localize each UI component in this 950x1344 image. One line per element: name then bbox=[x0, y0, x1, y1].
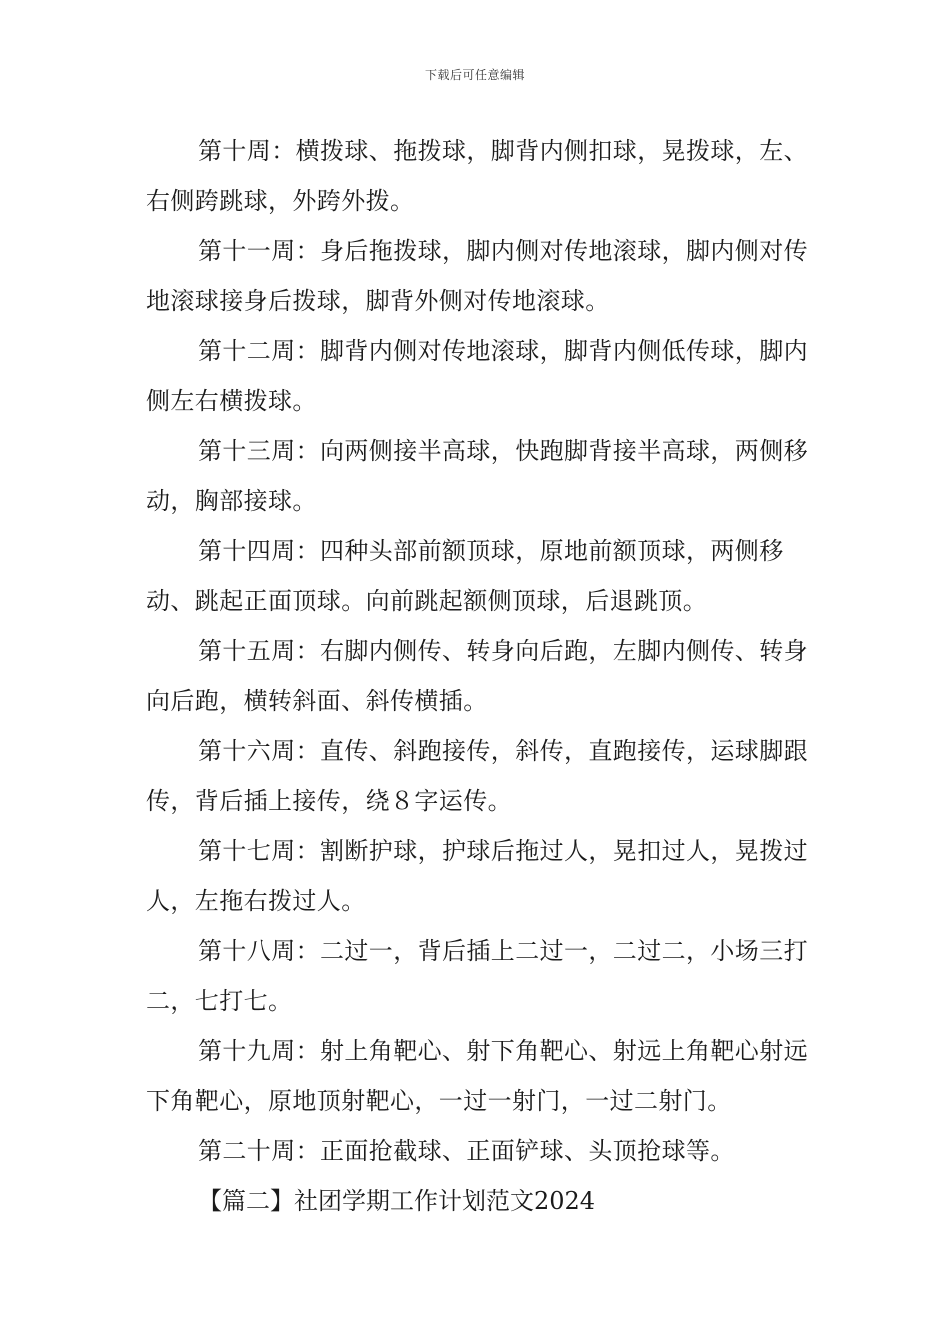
page-header-note: 下载后可任意编辑 bbox=[424, 68, 525, 82]
week-17-paragraph: 第十七周：割断护球，护球后拖过人，晃扣过人，晃拨过人，左拖右拨过人。 bbox=[146, 837, 808, 915]
week-20-paragraph: 第二十周：正面抢截球、正面铲球、头顶抢球等。 bbox=[198, 1137, 735, 1165]
week-15-paragraph: 第十五周：右脚内侧传、转身向后跑，左脚内侧传、转身向后跑，横转斜面、斜传横插。 bbox=[146, 637, 808, 715]
week-19-paragraph: 第十九周：射上角靶心、射下角靶心、射远上角靶心射远下角靶心，原地顶射靶心，一过一射门，一过二射门。 bbox=[146, 1037, 808, 1115]
week-13-paragraph: 第十三周：向两侧接半高球，快跑脚背接半高球，两侧移动，胸部接球。 bbox=[146, 437, 808, 515]
week-16-paragraph: 第十六周：直传、斜跑接传，斜传，直跑接传，运球脚跟传，背后插上接传，绕８字运传。 bbox=[146, 737, 808, 815]
week-12-paragraph: 第十二周：脚背内侧对传地滚球，脚背内侧低传球，脚内侧左右横拨球。 bbox=[146, 337, 808, 415]
week-14-paragraph: 第十四周：四种头部前额顶球，原地前额顶球，两侧移动、跳起正面顶球。向前跳起额侧顶球，后退跳顶。 bbox=[146, 537, 784, 615]
week-11-paragraph: 第十一周：身后拖拨球，脚内侧对传地滚球，脚内侧对传地滚球接身后拨球，脚背外侧对传地滚球。 bbox=[146, 237, 808, 315]
document-body bbox=[146, 126, 810, 1226]
section-heading: 【篇二】社团学期工作计划范文2024 bbox=[198, 1187, 596, 1215]
week-18-paragraph: 第十八周：二过一，背后插上二过一，二过二，小场三打二，七打七。 bbox=[146, 937, 808, 1015]
week-10-paragraph: 第十周：横拨球、拖拨球，脚背内侧扣球，晃拨球，左、右侧跨跳球，外跨外拨。 bbox=[146, 137, 808, 215]
